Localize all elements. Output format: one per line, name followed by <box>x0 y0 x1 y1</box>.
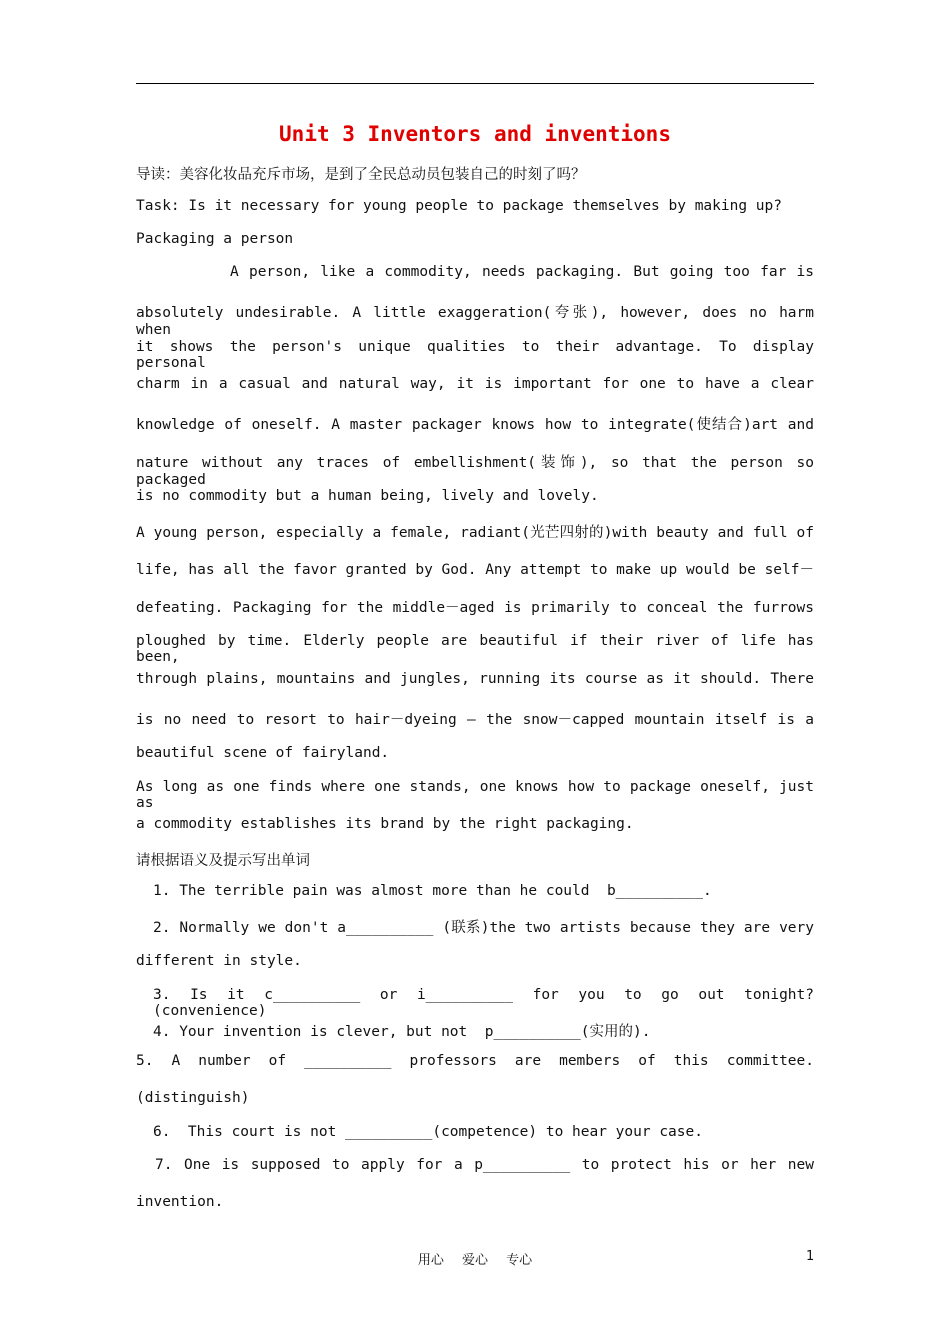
text-line: invention. <box>136 1194 224 1210</box>
text-line: A young person, especially a female, radiant(光芒四射的)with beauty and full of <box>136 525 814 541</box>
text-line: through plains, mountains and jungles, running its course as it should. There <box>136 671 814 687</box>
text-line: charm in a casual and natural way, it is important for one to have a clear <box>136 376 814 392</box>
text-line: it shows the person's unique qualities to their advantage. To display personal <box>136 339 814 371</box>
header-rule <box>136 83 814 84</box>
text-line: 2. Normally we don't a__________ (联系)the two artists because they are very <box>153 920 814 936</box>
text-line: (distinguish) <box>136 1090 250 1106</box>
text-line: As long as one finds where one stands, one knows how to package oneself, just as <box>136 779 814 811</box>
text-line: knowledge of oneself. A master packager knows how to integrate(使结合)art and <box>136 417 814 433</box>
text-line: Task: Is it necessary for young people to package themselves by making up? <box>136 198 783 214</box>
footer-text: 用心 爱心 专心 <box>417 1253 533 1268</box>
text-line: life, has all the favor granted by God. Any attempt to make up would be self－ <box>136 562 814 578</box>
text-line: ploughed by time. Elderly people are beautiful if their river of life has been, <box>136 633 814 665</box>
text-line: is no commodity but a human being, lively and lovely. <box>136 488 599 504</box>
text-line: absolutely undesirable. A little exaggeration(夸张), however, does no harm when <box>136 305 814 338</box>
text-line: 5. A number of __________ professors are members of this committee. <box>136 1053 814 1069</box>
text-line: defeating. Packaging for the middle－aged is primarily to conceal the furrows <box>136 600 814 616</box>
text-line: 3. Is it c__________ or i__________ for you to go out tonight? (convenience) <box>153 987 814 1019</box>
text-line: a commodity establishes its brand by the right packaging. <box>136 816 634 832</box>
text-line: A person, like a commodity, needs packaging. But going too far is <box>230 264 814 280</box>
page-title: Unit 3 Inventors and inventions <box>279 122 671 146</box>
text-line: Packaging a person <box>136 231 294 247</box>
text-line: 4. Your invention is clever, but not p__________(实用的). <box>153 1024 651 1040</box>
text-line: 导读：美容化妆品充斥市场，是到了全民总动员包装自己的时刻了吗？ <box>136 167 586 183</box>
text-line: 1. The terrible pain was almost more than he could b__________. <box>153 883 712 899</box>
text-line: 7. One is supposed to apply for a p__________ to protect his or her new <box>155 1157 814 1173</box>
text-line: is no need to resort to hair－dyeing — the snow－capped mountain itself is a <box>136 712 814 728</box>
text-line: 请根据语义及提示写出单词 <box>136 853 310 869</box>
text-line: beautiful scene of fairyland. <box>136 745 390 761</box>
text-line: nature without any traces of embellishment(装饰), so that the person so packaged <box>136 455 814 488</box>
page-number: 1 <box>806 1249 815 1264</box>
text-line: different in style. <box>136 953 302 969</box>
text-line: 6. This court is not __________(competence) to hear your case. <box>153 1124 703 1140</box>
